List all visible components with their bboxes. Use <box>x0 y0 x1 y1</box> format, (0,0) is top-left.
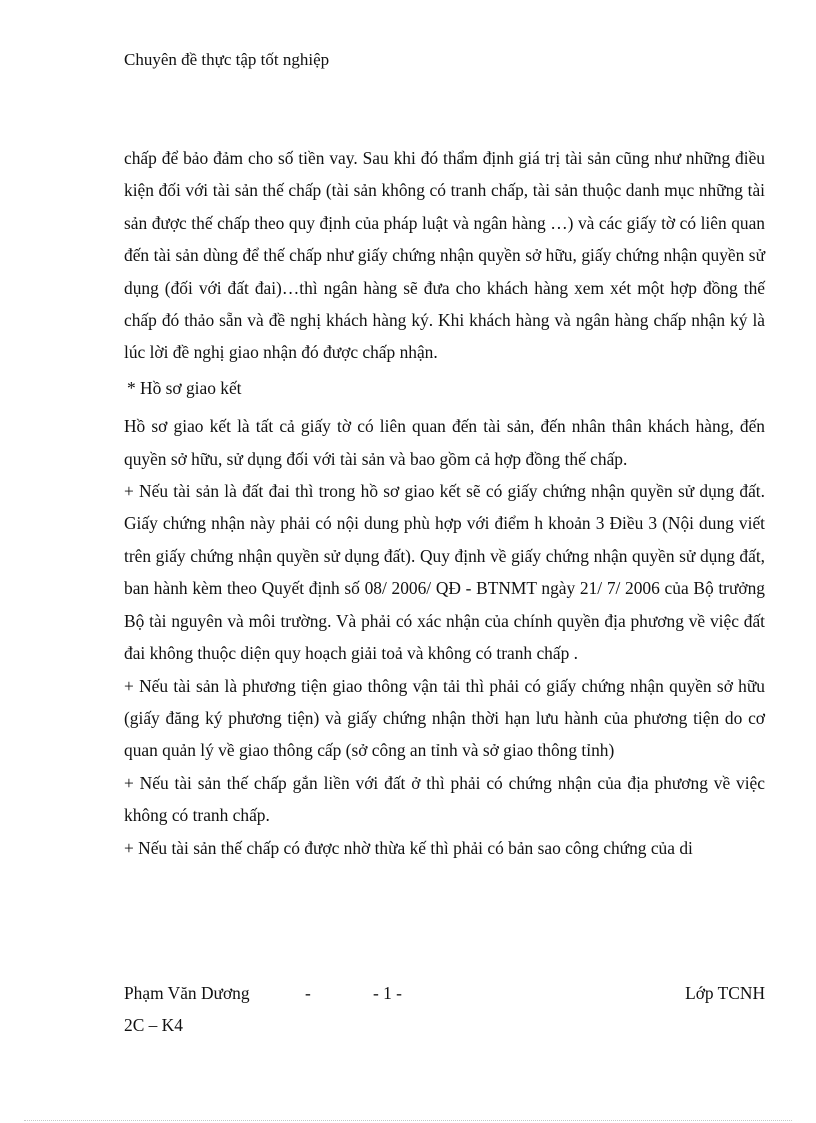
footer-class-line-1: Lớp TCNH <box>685 983 765 1003</box>
document-header-title: Chuyên đề thực tập tốt nghiệp <box>124 50 330 69</box>
document-body <box>124 142 765 864</box>
body-paragraph-2: Hồ sơ giao kết là tất cả giấy tờ có liên quan đến tài sản, đến nhân thân khách hàng, đến quyền sở hữu, sử dụng đối với tài sản và bao gồm cả hợp đồng thế chấp. <box>124 416 765 469</box>
footer-separator: - <box>305 983 311 1003</box>
footer-row-main <box>124 977 765 1009</box>
page-bottom-divider <box>24 1120 792 1121</box>
footer-author: Phạm Văn Dương <box>124 983 250 1003</box>
body-paragraph-5: + Nếu tài sản thế chấp gắn liền với đất ở thì phải có chứng nhận của địa phương về việc không có tranh chấp. <box>124 772 765 826</box>
footer-row-class <box>124 1009 765 1041</box>
section-heading-ho-so-giao-ket: * Hồ sơ giao kết <box>127 377 242 398</box>
footer-class-line-2: 2C – K4 <box>124 1015 183 1035</box>
body-paragraph-1: chấp để bảo đảm cho số tiền vay. Sau khi đó thẩm định giá trị tài sản cũng như những điều kiện đối với tài sản thế chấp (tài sản không có tranh chấp, tài sản thuộc danh mục những tài sản được thế chấp theo quy định của pháp luật và ngân hàng …) và các giấy tờ có liên quan đến tài sản dùng để thế chấp như giấy chứng nhận quyền sở hữu, giấy chứng nhận quyền sử dụng (đối với đất đai)…thì ngân hàng sẽ đưa cho khách hàng xem xét một hợp đồng thế chấp đó thảo sẵn và đề nghị khách hàng ký. Khi khách hàng và ngân hàng chấp nhận ký là lúc lời đề nghị giao nhận đó được chấp nhận. <box>124 148 765 363</box>
body-paragraph-3: + Nếu tài sản là đất đai thì trong hồ sơ giao kết sẽ có giấy chứng nhận quyền sử dụng đất. Giấy chứng nhận này phải có nội dung phù hợp với điểm h khoản 3 Điều 3 (Nội dung viết trên giấy chứng nhận quyền sử dụng đất). Quy định về giấy chứng nhận quyền sử dụng đất, ban hành kèm theo Quyết định số 08/ 2006/ QĐ - BTNMT ngày 21/ 7/ 2006 của Bộ trưởng Bộ tài nguyên và môi trường. Và phải có xác nhận của chính quyền địa phương về việc đất đai không thuộc diện quy hoạch giải toả và không có tranh chấp . <box>124 481 765 664</box>
document-footer <box>124 977 765 1041</box>
body-paragraph-6: + Nếu tài sản thế chấp có được nhờ thừa kế thì phải có bản sao công chứng của di <box>124 837 693 858</box>
body-paragraph-4: + Nếu tài sản là phương tiện giao thông vận tải thì phải có giấy chứng nhận quyền sở hữu (giấy đăng ký phương tiện) và giấy chứng nhận thời hạn lưu hành của phương tiện do cơ quan quản lý về giao thông cấp (sở công an tỉnh và sở giao thông tỉnh) <box>124 675 765 761</box>
footer-page-number: - 1 - <box>373 983 402 1003</box>
